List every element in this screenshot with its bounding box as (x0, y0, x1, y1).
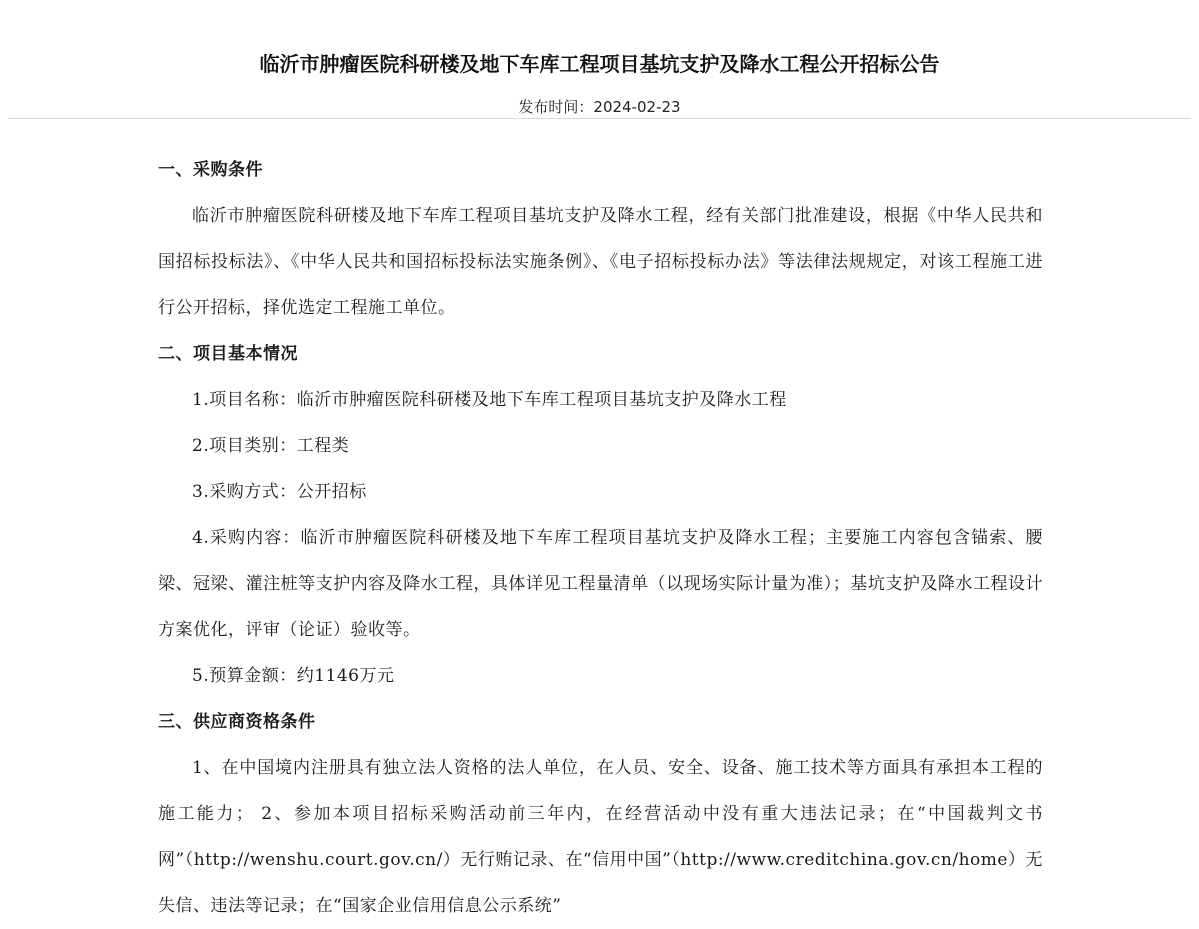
publish-date-value: 2024-02-23 (593, 98, 681, 116)
project-name-item: 1.项目名称：临沂市肿瘤医院科研楼及地下车库工程项目基坑支护及降水工程 (192, 390, 787, 410)
section-heading-procurement-conditions: 一、采购条件 (158, 160, 263, 180)
section-heading-supplier-qualifications: 三、供应商资格条件 (158, 712, 316, 732)
project-category-item: 2.项目类别：工程类 (192, 436, 350, 456)
procurement-method-item: 3.采购方式：公开招标 (192, 482, 367, 502)
page-title: 临沂市肿瘤医院科研楼及地下车库工程项目基坑支护及降水工程公开招标公告 (259, 52, 940, 76)
announcement-body (158, 147, 1043, 929)
publish-date-label: 发布时间： (518, 98, 594, 116)
header-divider (8, 118, 1191, 119)
supplier-qualifications-paragraph: 1、在中国境内注册具有独立法人资格的法人单位，在人员、安全、设备、施工技术等方面具有承担本工程的施工能力； 2、参加本项目招标采购活动前三年内，在经营活动中没有重大违法记录；在“中国裁判文书网”（http://wenshu.court.gov.cn/）无行贿记录、在“信用中国”（http://www.creditchina.gov.cn/home）无失信、违法等记录；在“国家企业信用信息公示系统” (158, 758, 1043, 916)
procurement-conditions-paragraph: 临沂市肿瘤医院科研楼及地下车库工程项目基坑支护及降水工程，经有关部门批准建设，根据《中华人民共和国招标投标法》、《中华人民共和国招标投标法实施条例》、《电子招标投标办法》等法律法规规定，对该工程施工进行公开招标，择优选定工程施工单位。 (158, 206, 1043, 318)
publish-date-line (0, 96, 1199, 118)
procurement-content-item: 4.采购内容：临沂市肿瘤医院科研楼及地下车库工程项目基坑支护及降水工程；主要施工内容包含锚索、腰梁、冠梁、灌注桩等支护内容及降水工程，具体详见工程量清单（以现场实际计量为准）；基坑支护及降水工程设计方案优化，评审（论证）验收等。 (158, 528, 1043, 640)
section-heading-project-basics: 二、项目基本情况 (158, 344, 298, 364)
budget-amount-item: 5.预算金额：约1146万元 (192, 666, 395, 686)
